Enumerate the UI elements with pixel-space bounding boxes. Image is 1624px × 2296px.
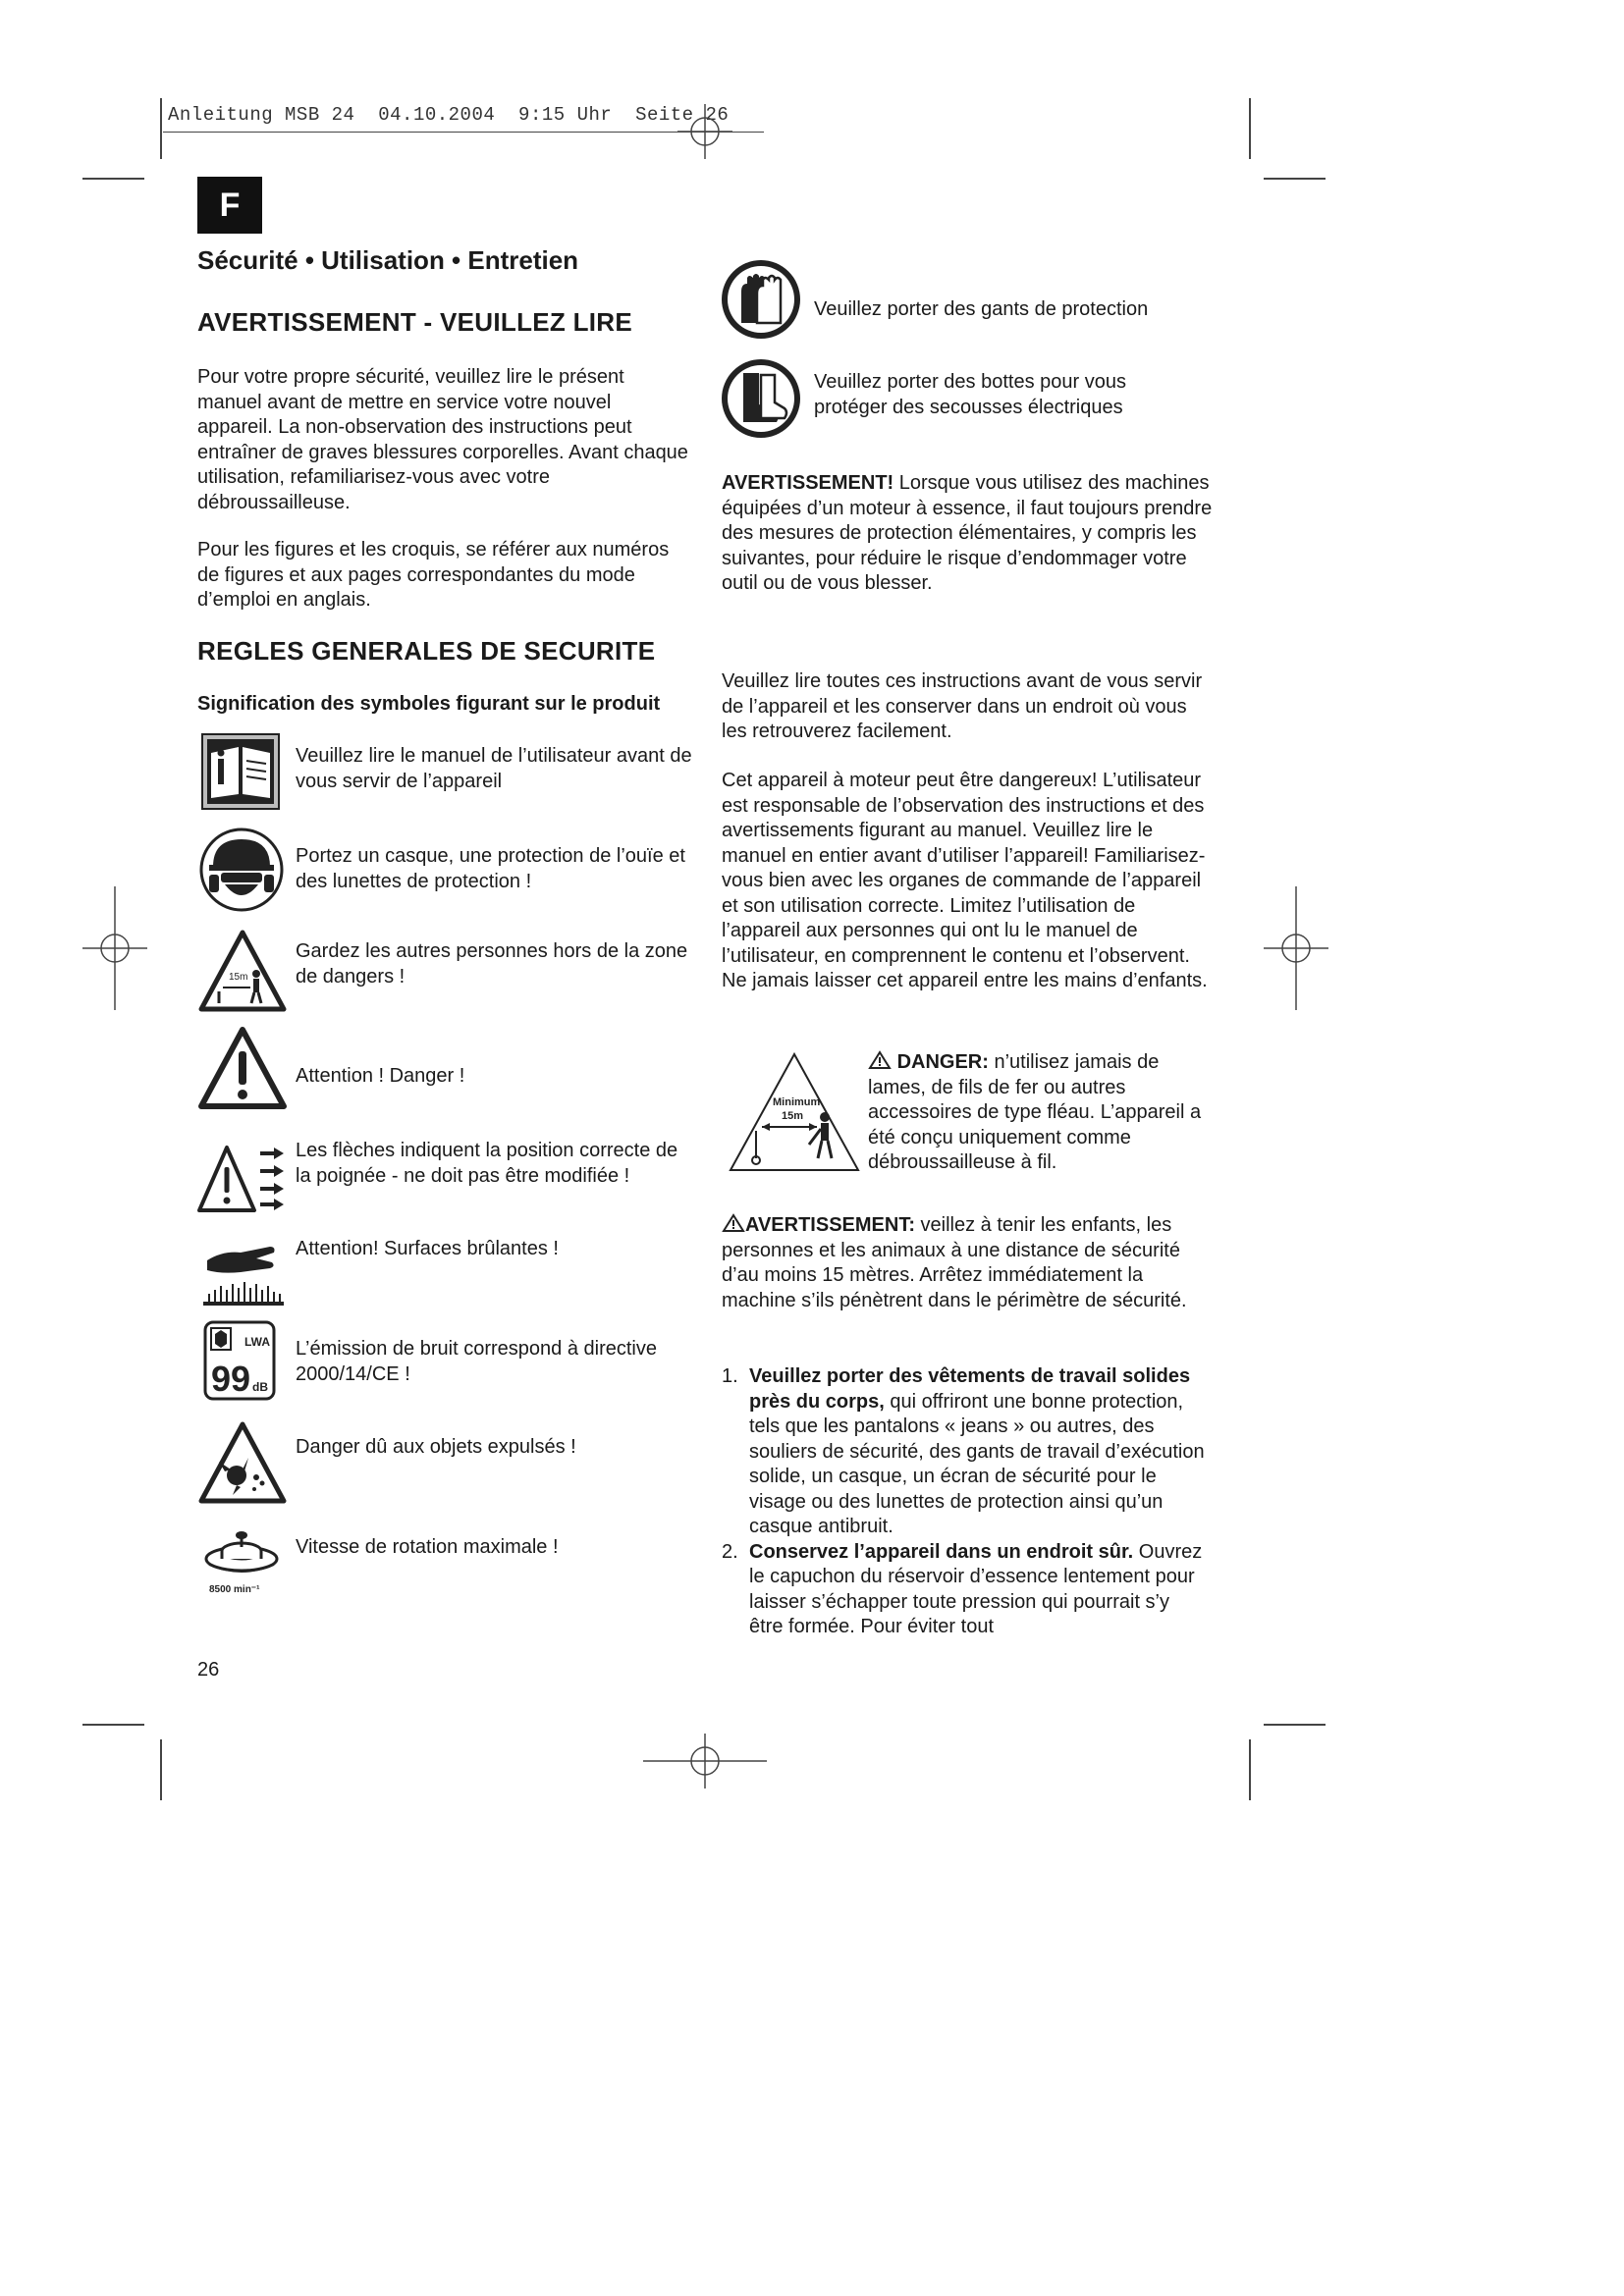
dangerous-device-paragraph: Cet appareil à moteur peut être dangereux! L’utilisateur est responsable de l’observation des instructions et des avertissements figurant au manuel. Veuillez lire le manuel en entier avant d’utiliser l’appareil! Familiarisez-vous bien avec les organes de commande de l’appareil et son utilisation correcte. Limitez l’utilisation de l’appareil aux personnes qui ont lu le manuel de l’utilisateur, en comprennent le contenu et l’observent. Ne jamais laisser cet appareil entre les mains d’enfants. [722,770,1208,991]
rotation-speed-label: 8500 min⁻¹ [209,1584,260,1595]
list-item: 2. Conservez l’appareil dans un endroit sûr. Ouvrez le capuchon du réservoir d’essence lentement pour laisser s’échapper toute pression qui pourrait s’y être formée. Pour éviter tout [722,1540,1203,1637]
noise-label: LWA [244,1335,270,1349]
crop-mark [1264,178,1326,180]
figures-paragraph: Pour les figures et les croquis, se référer aux numéros de figures et aux pages correspondantes du mode d’emploi en anglais. [197,539,670,611]
page-number: 26 [197,1659,220,1681]
symbol-text: Gardez les autres personnes hors de la zone de dangers ! [296,940,688,988]
warning-petrol-paragraph: AVERTISSEMENT! Lorsque vous utilisez des machines équipées d’un moteur à essence, il faut toujours prendre des mesures de protection élémentaires, y compris les suivantes, pour réduire le risque d’endommager votre outil ou de vous blesser. [722,472,1213,594]
symbol-text: Veuillez porter des gants de protection [814,298,1149,320]
danger-label: DANGER: [896,1051,989,1073]
heading-warning: AVERTISSEMENT - VEUILLEZ LIRE [197,307,633,337]
symbol-text: Vitesse de rotation maximale ! [296,1536,559,1558]
symbol-text: Danger dû aux objets expulsés ! [296,1436,576,1458]
crop-mark [163,132,764,133]
crop-mark [1264,1724,1326,1726]
symbol-text: Portez un casque, une protection de l’ouïe et des lunettes de protection ! [296,845,685,892]
intro-paragraph: Pour votre propre sécurité, veuillez lire le présent manuel avant de mettre en service votre nouvel appareil. La non-observation des instructions peut entraîner de graves blessures corporelles. Avant chaque utilisation, refamiliarisez-vous avec votre débroussailleuse. [197,366,688,513]
read-manual-icon [201,733,280,810]
boots-icon [720,357,802,440]
crop-mark [82,1724,144,1726]
arrows-handle-icon [197,1144,288,1214]
noise-value: 99 [211,1359,251,1399]
crop-mark [1249,1739,1251,1800]
rotation-speed-icon [199,1522,284,1596]
noise-unit: dB [252,1380,268,1394]
symbol-text: Veuillez porter des bottes pour vous protéger des secousses électriques [814,371,1126,418]
keep-distance-icon [197,929,288,1013]
noise-emission-icon [203,1320,276,1401]
symbol-text: Les flèches indiquent la position correcte de la poignée - ne doit pas être modifiée ! [296,1140,678,1187]
danger-paragraph: DANGER: n’utilisez jamais de lames, de fils de fer ou autres accessoires de type fléau. L’appareil a été conçu uniquement comme débroussailleuse à fil. [868,1051,1202,1173]
helmet-icon [199,828,284,912]
thrown-objects-icon [197,1420,288,1505]
registration-mark-icon [677,104,732,159]
warning-label: AVERTISSEMENT! [722,472,894,494]
print-header: Anleitung MSB 24 04.10.2004 9:15 Uhr Seite 26 [168,104,730,126]
list-item: 1. Veuillez porter des vêtements de travail solides près du corps, qui offriront une bonne protection, tels que les pantalons « jeans » ou autres, des souliers de sécurité, des gants de travail d’exécution solide, un casque, un écran de sécurité pour le visage ou des lunettes de protection ainsi qu’un casque antibruit. [722,1365,1205,1537]
danger-icon [197,1026,288,1110]
symbol-text: Attention ! Danger ! [296,1065,465,1087]
registration-mark-icon [1264,886,1328,1010]
page-title: Sécurité • Utilisation • Entretien [197,245,579,275]
gloves-icon [720,258,802,341]
read-instructions-paragraph: Veuillez lire toutes ces instructions avant de vous servir de l’appareil et les conserver dans un endroit où vous les retrouverez facilement. [722,670,1203,742]
children-warning-paragraph: AVERTISSEMENT: veillez à tenir les enfants, les personnes et les animaux à une distance de sécurité d’au moins 15 mètres. Arrêtez immédiatement la machine s’ils pénètrent dans le périmètre de sécurité. [722,1214,1187,1311]
minimum-distance-label: 15m [782,1110,804,1122]
symbol-text: Attention! Surfaces brûlantes ! [296,1238,559,1259]
heading-general-rules: REGLES GENERALES DE SECURITE [197,636,656,666]
symbols-heading: Signification des symboles figurant sur le produit [197,693,661,715]
crop-mark [82,178,144,180]
warning-label: AVERTISSEMENT: [745,1214,915,1236]
warning-triangle-icon [868,1050,892,1070]
registration-mark-icon [643,1734,767,1789]
minimum-distance-sign-icon [727,1050,862,1174]
symbol-text: Veuillez lire le manuel de l’utilisateur avant de vous servir de l’appareil [296,745,692,792]
crop-mark [1249,98,1251,159]
section-letter-badge: F [197,177,262,234]
crop-mark [160,1739,162,1800]
hot-surface-icon [201,1233,286,1308]
minimum-label: Minimum [773,1096,821,1108]
keep-distance-label: 15m [229,972,248,983]
warning-triangle-icon [722,1213,745,1233]
safety-rules-list [722,1364,1208,1640]
registration-mark-icon [82,886,147,1010]
symbol-text: L’émission de bruit correspond à directive 2000/14/CE ! [296,1338,657,1385]
crop-mark [160,98,162,159]
